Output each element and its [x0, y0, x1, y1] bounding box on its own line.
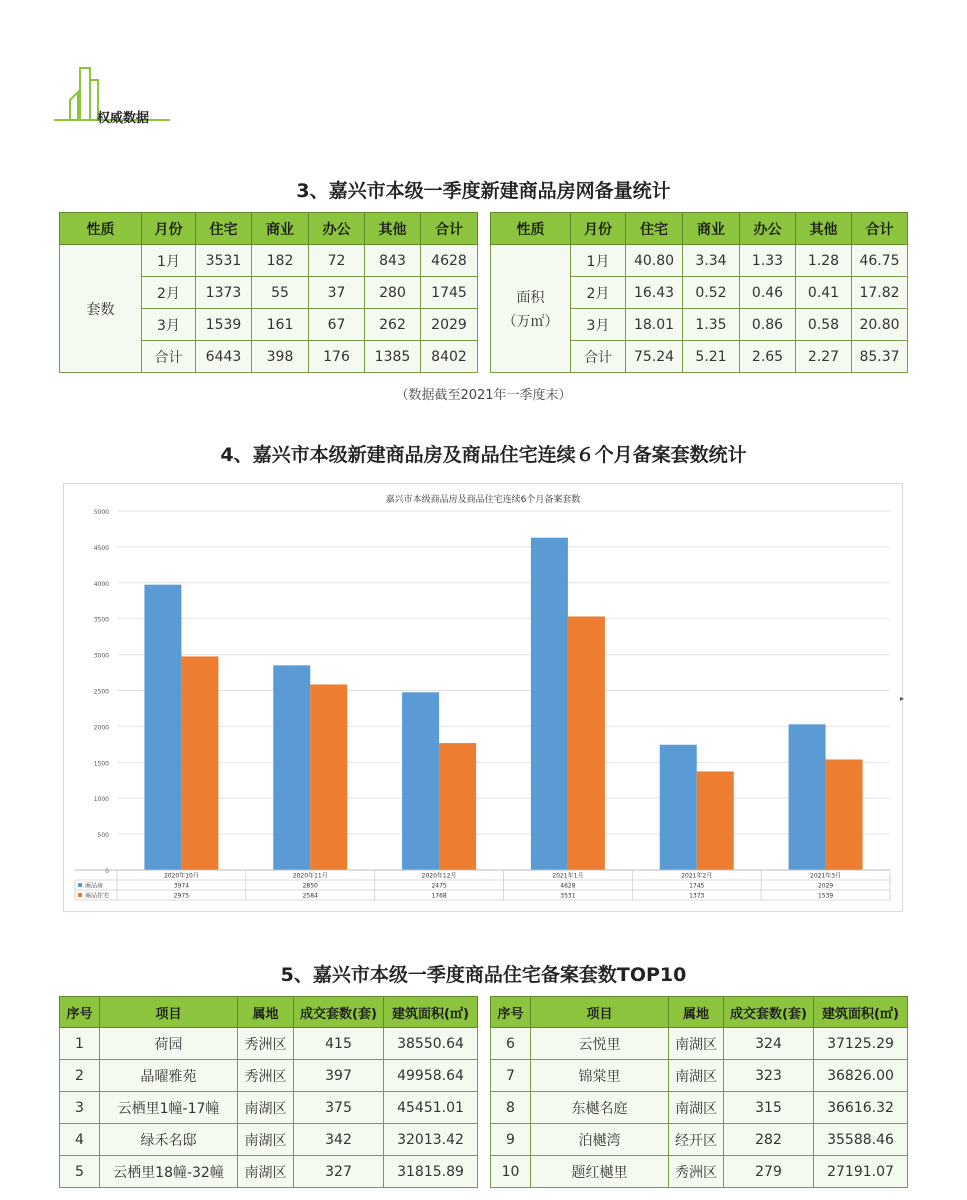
table-cell: 南湖区: [669, 1092, 724, 1124]
section5-title: 5、嘉兴市本级一季度商品住宅备案套数TOP10: [280, 964, 687, 986]
legend-swatch: [78, 883, 82, 887]
table-cell: 324: [724, 1028, 814, 1060]
y-tick-label: 2500: [93, 688, 109, 696]
table-cell: 秀洲区: [669, 1156, 724, 1188]
area-table: [490, 212, 908, 373]
table-cell: 0.58: [796, 309, 852, 341]
category-cell: [491, 245, 571, 373]
table-cell: 1: [60, 1028, 100, 1060]
table-cell: 8402: [421, 341, 478, 373]
col-header: 合计: [852, 213, 908, 245]
table-cell: 32013.42: [384, 1124, 478, 1156]
bar-commercial-housing: [531, 538, 568, 870]
table-cell: 秀洲区: [238, 1060, 294, 1092]
table-cell: 36826.00: [814, 1060, 908, 1092]
table-cell: 843: [365, 245, 421, 277]
table-cell: 27191.07: [814, 1156, 908, 1188]
table-cell: 7: [491, 1060, 531, 1092]
table-row: [491, 1028, 908, 1060]
table-cell: 秀洲区: [238, 1028, 294, 1060]
table-header-row: [491, 997, 908, 1028]
table-cell: 6: [491, 1028, 531, 1060]
table-cell: 南湖区: [669, 1060, 724, 1092]
legend-swatch: [78, 893, 82, 897]
table-cell: 38550.64: [384, 1028, 478, 1060]
table-cell: 南湖区: [238, 1092, 294, 1124]
category-label: 套数: [86, 301, 115, 318]
legend-label: 商品房: [85, 882, 104, 890]
table-cell: 176: [309, 341, 365, 373]
table-cell: 2月: [571, 277, 626, 309]
table-cell: 南湖区: [669, 1028, 724, 1060]
table-cell: 1.35: [683, 309, 740, 341]
top10-table-left: [59, 996, 478, 1188]
table-cell: 315: [724, 1092, 814, 1124]
bar-residential: [310, 684, 347, 870]
table-cell: 55: [252, 277, 309, 309]
table-cell: 云栖里18幢-32幢: [100, 1156, 238, 1188]
col-header: 月份: [571, 213, 626, 245]
x-category-label: 2021年3月: [810, 872, 842, 880]
y-tick-label: 500: [97, 832, 109, 840]
x-category-label: 2021年2月: [681, 872, 713, 880]
table-cell: 398: [252, 341, 309, 373]
table-cell: 2.65: [740, 341, 796, 373]
table-cell: 40.80: [626, 245, 683, 277]
table-cell: 泊樾湾: [531, 1124, 669, 1156]
legend-label: 商品住宅: [85, 892, 110, 900]
col-header: 项目: [531, 997, 669, 1028]
chart-canvas: [64, 484, 905, 911]
table-cell: 6443: [196, 341, 252, 373]
table-row: [491, 1092, 908, 1124]
table-cell: 0.41: [796, 277, 852, 309]
table-cell: 0.46: [740, 277, 796, 309]
table-row: [491, 1156, 908, 1188]
col-header: 项目: [100, 997, 238, 1028]
col-header: 商业: [252, 213, 309, 245]
bar-residential: [439, 743, 476, 870]
table-cell: 282: [724, 1124, 814, 1156]
col-header: 成交套数(套): [294, 997, 384, 1028]
bar-commercial-housing: [144, 585, 181, 870]
units-table: [59, 212, 478, 373]
table-row: [491, 1060, 908, 1092]
table-cell: 279: [724, 1156, 814, 1188]
table-cell: 1.28: [796, 245, 852, 277]
x-category-label: 2020年12月: [421, 872, 457, 880]
table-cell: 东樾名庭: [531, 1092, 669, 1124]
table-cell: 375: [294, 1092, 384, 1124]
table-cell: 10: [491, 1156, 531, 1188]
data-label: 2850: [302, 882, 318, 890]
table-cell: 1539: [196, 309, 252, 341]
table-cell: 2029: [421, 309, 478, 341]
table-cell: 5: [60, 1156, 100, 1188]
table-cell: 0.52: [683, 277, 740, 309]
data-label: 3531: [560, 892, 576, 900]
data-label: 4628: [560, 882, 576, 890]
x-category-label: 2020年11月: [292, 872, 328, 880]
col-header: 商业: [683, 213, 740, 245]
table-row: [491, 245, 908, 277]
col-header: 性质: [491, 213, 571, 245]
table-cell: 415: [294, 1028, 384, 1060]
col-header: 其他: [365, 213, 421, 245]
bar-chart: [63, 483, 903, 912]
table-header-row: [60, 213, 478, 245]
table-cell: 南湖区: [238, 1124, 294, 1156]
table-cell: 合计: [571, 341, 626, 373]
bar-commercial-housing: [660, 745, 697, 870]
data-label: 2975: [173, 892, 190, 900]
category-unit: （万㎡）: [502, 313, 559, 330]
col-header: 序号: [491, 997, 531, 1028]
table-cell: 182: [252, 245, 309, 277]
table-cell: 1月: [142, 245, 196, 277]
y-tick-label: 2000: [93, 724, 109, 732]
category-label: 面积: [516, 289, 545, 306]
table-cell: 323: [724, 1060, 814, 1092]
bar-residential: [568, 616, 605, 870]
data-label: 2475: [431, 882, 447, 890]
table-cell: 3月: [571, 309, 626, 341]
table-cell: 5.21: [683, 341, 740, 373]
y-tick-label: 0: [105, 868, 109, 875]
table-cell: 3.34: [683, 245, 740, 277]
col-header: 办公: [740, 213, 796, 245]
col-header: 住宅: [196, 213, 252, 245]
table-header-row: [491, 213, 908, 245]
table-cell: 327: [294, 1156, 384, 1188]
table-cell: 37125.29: [814, 1028, 908, 1060]
table-cell: 72: [309, 245, 365, 277]
table-cell: 经开区: [669, 1124, 724, 1156]
table-cell: 锦棠里: [531, 1060, 669, 1092]
side-mark: ▸: [900, 694, 905, 703]
table-cell: 8: [491, 1092, 531, 1124]
table-cell: 9: [491, 1124, 531, 1156]
table-cell: 75.24: [626, 341, 683, 373]
col-header: 性质: [60, 213, 142, 245]
data-cutoff-note: （数据截至2021年一季度末）: [395, 388, 572, 403]
data-label: 3974: [173, 882, 190, 890]
col-header: 其他: [796, 213, 852, 245]
col-header: 住宅: [626, 213, 683, 245]
table-cell: 4: [60, 1124, 100, 1156]
table-cell: 262: [365, 309, 421, 341]
table-cell: 46.75: [852, 245, 908, 277]
table-cell: 31815.89: [384, 1156, 478, 1188]
table-cell: 2.27: [796, 341, 852, 373]
table-cell: 37: [309, 277, 365, 309]
col-header: 成交套数(套): [724, 997, 814, 1028]
col-header: 合计: [421, 213, 478, 245]
data-label: 1745: [689, 882, 705, 890]
data-label: 1539: [817, 892, 834, 900]
table-cell: 荷园: [100, 1028, 238, 1060]
y-tick-label: 3500: [93, 616, 109, 624]
category-cell: [60, 245, 142, 373]
y-tick-label: 4500: [93, 544, 109, 552]
table-cell: 1373: [196, 277, 252, 309]
table-cell: 题红樾里: [531, 1156, 669, 1188]
table-cell: 4628: [421, 245, 478, 277]
x-category-label: 2021年1月: [552, 872, 584, 880]
col-header: 建筑面积(㎡): [384, 997, 478, 1028]
x-category-label: 2020年10月: [163, 872, 199, 880]
y-tick-label: 3000: [93, 652, 109, 660]
table-cell: 云栖里1幢-17幢: [100, 1092, 238, 1124]
section-label: 权威数据: [97, 111, 150, 126]
data-label: 2029: [817, 882, 834, 890]
top10-table-right: [490, 996, 908, 1188]
table-row: [60, 1124, 478, 1156]
table-cell: 1745: [421, 277, 478, 309]
bar-residential: [826, 759, 863, 870]
table-cell: 1385: [365, 341, 421, 373]
table-cell: 49958.64: [384, 1060, 478, 1092]
table-cell: 晶曜雅苑: [100, 1060, 238, 1092]
table-cell: 397: [294, 1060, 384, 1092]
col-header: 序号: [60, 997, 100, 1028]
table-cell: 280: [365, 277, 421, 309]
table-cell: 85.37: [852, 341, 908, 373]
table-cell: 35588.46: [814, 1124, 908, 1156]
table-cell: 南湖区: [238, 1156, 294, 1188]
y-tick-label: 5000: [93, 509, 109, 516]
bar-commercial-housing: [402, 692, 439, 870]
table-header-row: [60, 997, 478, 1028]
table-cell: 67: [309, 309, 365, 341]
table-row: [60, 1060, 478, 1092]
chart-title: 嘉兴市本级商品房及商品住宅连续6个月备案套数: [385, 495, 581, 505]
bar-residential: [181, 656, 218, 870]
data-label: 1373: [689, 892, 705, 900]
section4-title: 4、嘉兴市本级新建商品房及商品住宅连续６个月备案套数统计: [220, 444, 747, 466]
table-cell: 3月: [142, 309, 196, 341]
table-cell: 2月: [142, 277, 196, 309]
table-cell: 45451.01: [384, 1092, 478, 1124]
table-cell: 161: [252, 309, 309, 341]
bar-commercial-housing: [789, 724, 826, 870]
table-cell: 17.82: [852, 277, 908, 309]
table-row: [60, 1028, 478, 1060]
table-cell: 合计: [142, 341, 196, 373]
table-cell: 18.01: [626, 309, 683, 341]
table-cell: 3531: [196, 245, 252, 277]
bar-commercial-housing: [273, 665, 310, 870]
table-cell: 16.43: [626, 277, 683, 309]
table-cell: 20.80: [852, 309, 908, 341]
table-cell: 342: [294, 1124, 384, 1156]
bar-residential: [697, 771, 734, 870]
y-tick-label: 4000: [93, 580, 109, 588]
col-header: 办公: [309, 213, 365, 245]
table-cell: 2: [60, 1060, 100, 1092]
table-cell: 36616.32: [814, 1092, 908, 1124]
table-cell: 0.86: [740, 309, 796, 341]
table-cell: 1.33: [740, 245, 796, 277]
y-tick-label: 1000: [93, 796, 109, 804]
col-header: 属地: [238, 997, 294, 1028]
col-header: 月份: [142, 213, 196, 245]
data-label: 2584: [302, 892, 318, 900]
table-cell: 绿禾名邸: [100, 1124, 238, 1156]
table-cell: 云悦里: [531, 1028, 669, 1060]
col-header: 属地: [669, 997, 724, 1028]
y-tick-label: 1500: [93, 760, 109, 768]
data-label: 1768: [431, 892, 447, 900]
table-cell: 1月: [571, 245, 626, 277]
table-cell: 3: [60, 1092, 100, 1124]
section3-title: 3、嘉兴市本级一季度新建商品房网备量统计: [296, 180, 671, 202]
table-row: [60, 1156, 478, 1188]
table-row: [491, 1124, 908, 1156]
table-row: [60, 1092, 478, 1124]
table-row: [60, 245, 478, 277]
col-header: 建筑面积(㎡): [814, 997, 908, 1028]
